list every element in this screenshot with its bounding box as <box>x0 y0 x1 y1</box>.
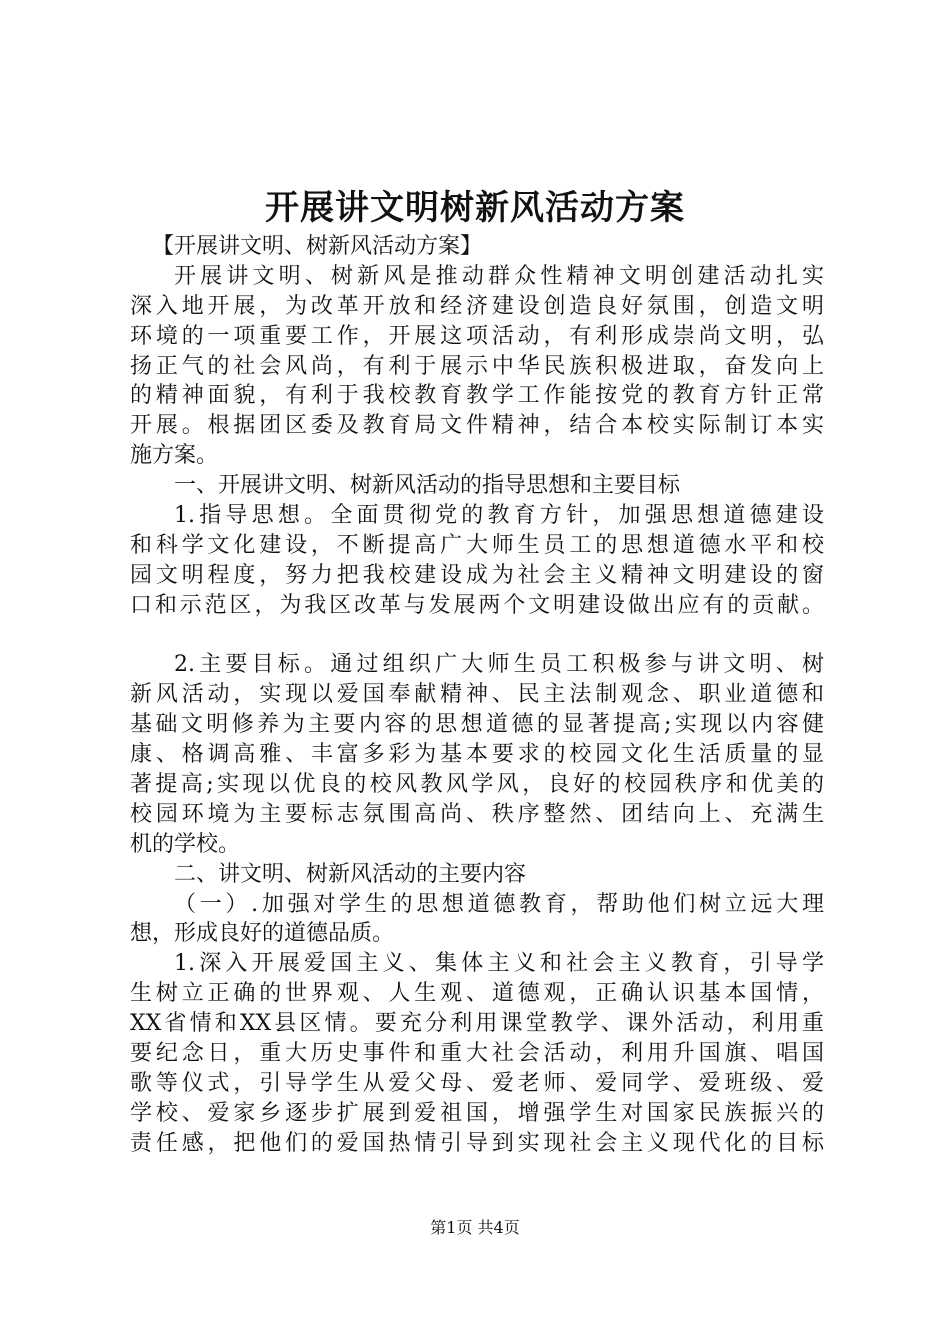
paragraph-line: 2.主要目标。通过组织广大师生员工积极参与讲文明、树 <box>174 652 824 678</box>
paragraph-line: 基础文明修养为主要内容的思想道德的显著提高;实现以内容健 <box>130 712 824 738</box>
paragraph-line: 康、格调高雅、丰富多彩为基本要求的校园文化生活质量的显 <box>130 742 824 768</box>
paragraph-line: 园文明程度，努力把我校建设成为社会主义精神文明建设的窗 <box>130 562 824 588</box>
subtitle-line: 【开展讲文明、树新风活动方案】 <box>152 234 483 259</box>
paragraph-line: 开展。根据团区委及教育局文件精神，结合本校实际制订本实 <box>130 413 824 439</box>
paragraph-line: 歌等仪式，引导学生从爱父母、爱老师、爱同学、爱班级、爱 <box>130 1070 824 1096</box>
paragraph-line: 学校、爱家乡逐步扩展到爱祖国，增强学生对国家民族振兴的 <box>130 1100 824 1126</box>
paragraph-line: 责任感，把他们的爱国热情引导到实现社会主义现代化的目标 <box>130 1130 824 1156</box>
paragraph-line: 校园环境为主要标志氛围高尚、秩序整然、团结向上、充满生 <box>130 801 824 827</box>
document-body <box>130 232 824 1159</box>
paragraph-line: 想，形成良好的道德品质。 <box>130 921 395 947</box>
paragraph-line: 机的学校。 <box>130 831 241 857</box>
blank-line <box>130 621 824 651</box>
paragraph-line: 施方案。 <box>130 443 219 469</box>
paragraph-line: 深入地开展，为改革开放和经济建设创造良好氛围，创造文明 <box>130 293 824 319</box>
document-title: 开展讲文明树新风活动方案 <box>265 188 685 228</box>
paragraph-line: 1.指导思想。全面贯彻党的教育方针，加强思想道德建设 <box>174 503 824 529</box>
section-heading: 一、开展讲文明、树新风活动的指导思想和主要目标 <box>174 473 681 499</box>
paragraph-line: 扬正气的社会风尚，有利于展示中华民族积极进取，奋发向上 <box>130 353 824 379</box>
paragraph-line: XX省情和XX县区情。要充分利用课堂教学、课外活动，利用重 <box>130 1011 824 1037</box>
paragraph-line: 和科学文化建设，不断提高广大师生员工的思想道德水平和校 <box>130 532 824 558</box>
paragraph-line: 开展讲文明、树新风是推动群众性精神文明创建活动扎实 <box>174 263 824 289</box>
paragraph-line: 生树立正确的世界观、人生观、道德观，正确认识基本国情， <box>130 981 824 1007</box>
paragraph-line: 1.深入开展爱国主义、集体主义和社会主义教育，引导学 <box>174 951 824 977</box>
paragraph-line: 新风活动，实现以爱国奉献精神、民主法制观念、职业道德和 <box>130 682 824 708</box>
page-number-footer: 第1页 共4页 <box>430 1218 520 1237</box>
paragraph-line: （一）.加强对学生的思想道德教育，帮助他们树立远大理 <box>174 891 824 917</box>
paragraph-line: 著提高;实现以优良的校风教风学风，良好的校园秩序和优美的 <box>130 772 824 798</box>
paragraph-line: 要纪念日，重大历史事件和重大社会活动，利用升国旗、唱国 <box>130 1041 824 1067</box>
section-heading: 二、讲文明、树新风活动的主要内容 <box>174 861 527 887</box>
paragraph-line: 的精神面貌，有利于我校教育教学工作能按党的教育方针正常 <box>130 383 824 409</box>
paragraph-line: 环境的一项重要工作，开展这项活动，有利形成崇尚文明，弘 <box>130 323 824 349</box>
paragraph-line: 口和示范区，为我区改革与发展两个文明建设做出应有的贡献。 <box>130 592 824 618</box>
